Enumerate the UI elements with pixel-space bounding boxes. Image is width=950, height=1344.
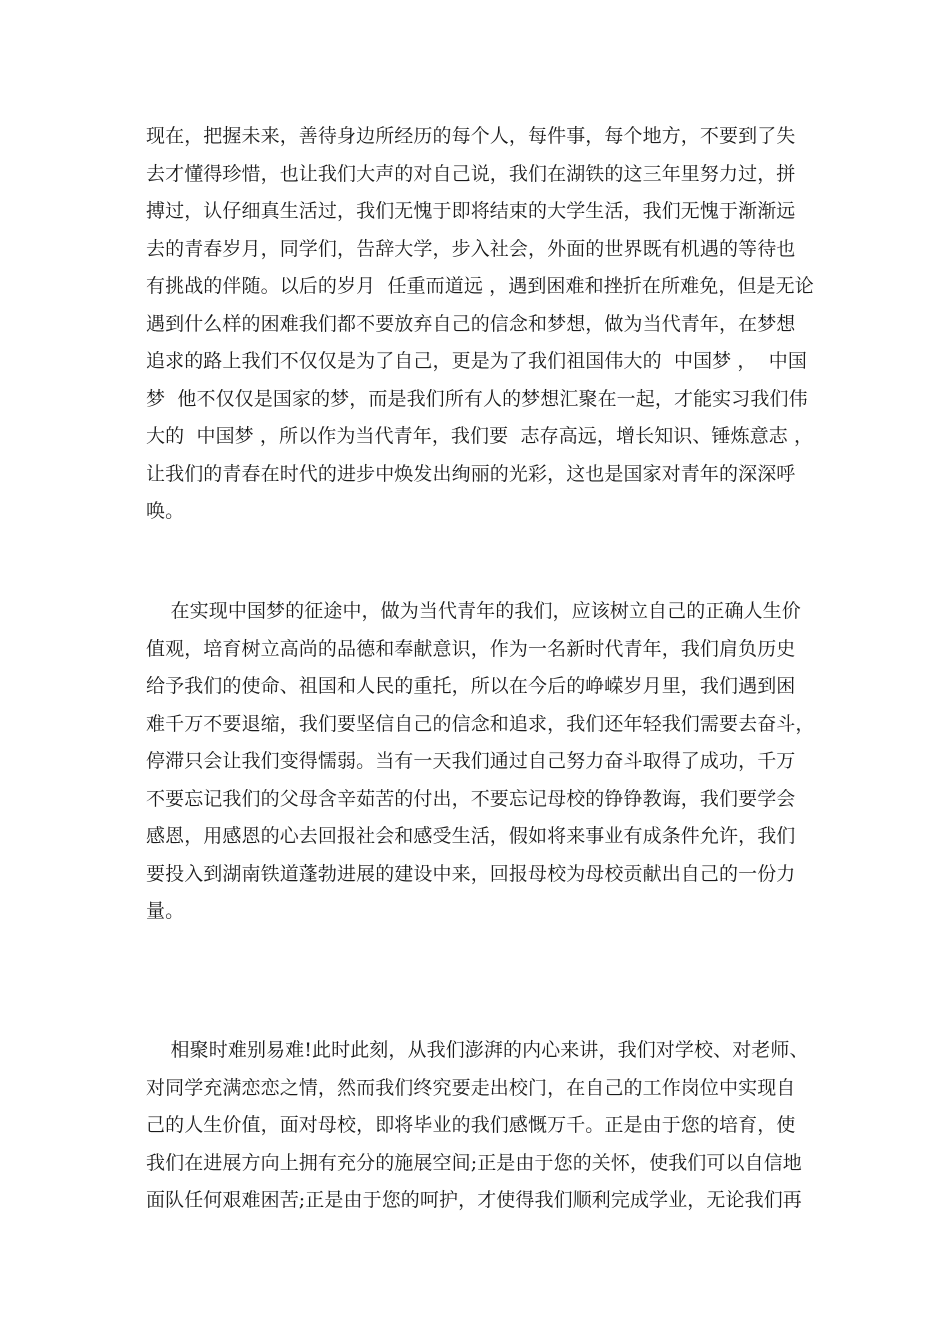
text-line: 去的青春岁月，同学们，告辞大学，步入社会，外面的世界既有机遇的等待也 (146, 237, 796, 260)
text-line: 现在，把握未来，善待身边所经历的每个人，每件事，每个地方，不要到了失 (146, 125, 796, 147)
text-line: 追求的路上我们不仅仅是为了自己，更是为了我们祖国伟大的 中国梦 ， 中国 (146, 350, 807, 372)
text-line: 值观，培育树立高尚的品德和奉献意识，作为一名新时代青年，我们肩负历史 (146, 637, 796, 660)
text-line: 梦 他不仅仅是国家的梦，而是我们所有人的梦想汇聚在一起，才能实习我们伟 (146, 387, 808, 410)
text-line: 面队任何艰难困苦;正是由于您的呵护，才使得我们顺利完成学业，无论我们再 (146, 1189, 802, 1211)
text-line: 感恩，用感恩的心去回报社会和感受生活，假如将来事业有成条件允许，我们 (146, 825, 796, 847)
text-line: 己的人生价值，面对母校，即将毕业的我们感慨万千。正是由于您的培育，使 (146, 1114, 796, 1136)
paragraph-2 (146, 593, 815, 931)
text-line: 相聚时难别易难!此时此刻，从我们澎湃的内心来讲，我们对学校、对老师、 (146, 1039, 809, 1061)
text-line: 量。 (146, 900, 185, 922)
text-line: 要投入到湖南铁道蓬勃进展的建设中来，回报母校为母校贡献出自己的一份力 (146, 862, 796, 885)
text-line: 我们在进展方向上拥有充分的施展空间;正是由于您的关怀，使我们可以自信地 (146, 1151, 802, 1174)
paragraph-1 (146, 118, 814, 531)
text-line: 大的 中国梦 ，所以作为当代青年，我们要 志存高远，增长知识、锤炼意志 ， (146, 425, 814, 447)
text-line: 对同学充满恋恋之情，然而我们终究要走出校门，在自己的工作岗位中实现自 (146, 1076, 796, 1099)
text-line: 有挑战的伴随。以后的岁月 任重而道远 ，遇到困难和挫折在所难免，但是无论 (146, 275, 814, 297)
text-line: 去才懂得珍惜，也让我们大声的对自己说，我们在湖铁的这三年里努力过，拼 (146, 162, 796, 185)
text-line: 搏过，认仔细真生活过，我们无愧于即将结束的大学生活，我们无愧于渐渐远 (146, 200, 796, 222)
text-line: 让我们的青春在时代的进步中焕发出绚丽的光彩，这也是国家对青年的深深呼 (146, 462, 796, 485)
text-line: 唤。 (146, 500, 185, 522)
text-line: 遇到什么样的困难我们都不要放弃自己的信念和梦想，做为当代青年，在梦想 (146, 312, 796, 335)
text-line: 难千万不要退缩，我们要坚信自己的信念和追求，我们还年轻我们需要去奋斗， (146, 712, 815, 735)
text-line: 在实现中国梦的征途中，做为当代青年的我们，应该树立自己的正确人生价 (146, 600, 801, 622)
text-line: 不要忘记我们的父母含辛茹苦的付出，不要忘记母校的铮铮教诲，我们要学会 (146, 787, 796, 810)
text-line: 停滞只会让我们变得懦弱。当有一天我们通过自己努力奋斗取得了成功，千万 (146, 750, 796, 772)
paragraph-3 (146, 1032, 808, 1220)
text-line: 给予我们的使命、祖国和人民的重托，所以在今后的峥嵘岁月里，我们遇到困 (146, 675, 796, 697)
